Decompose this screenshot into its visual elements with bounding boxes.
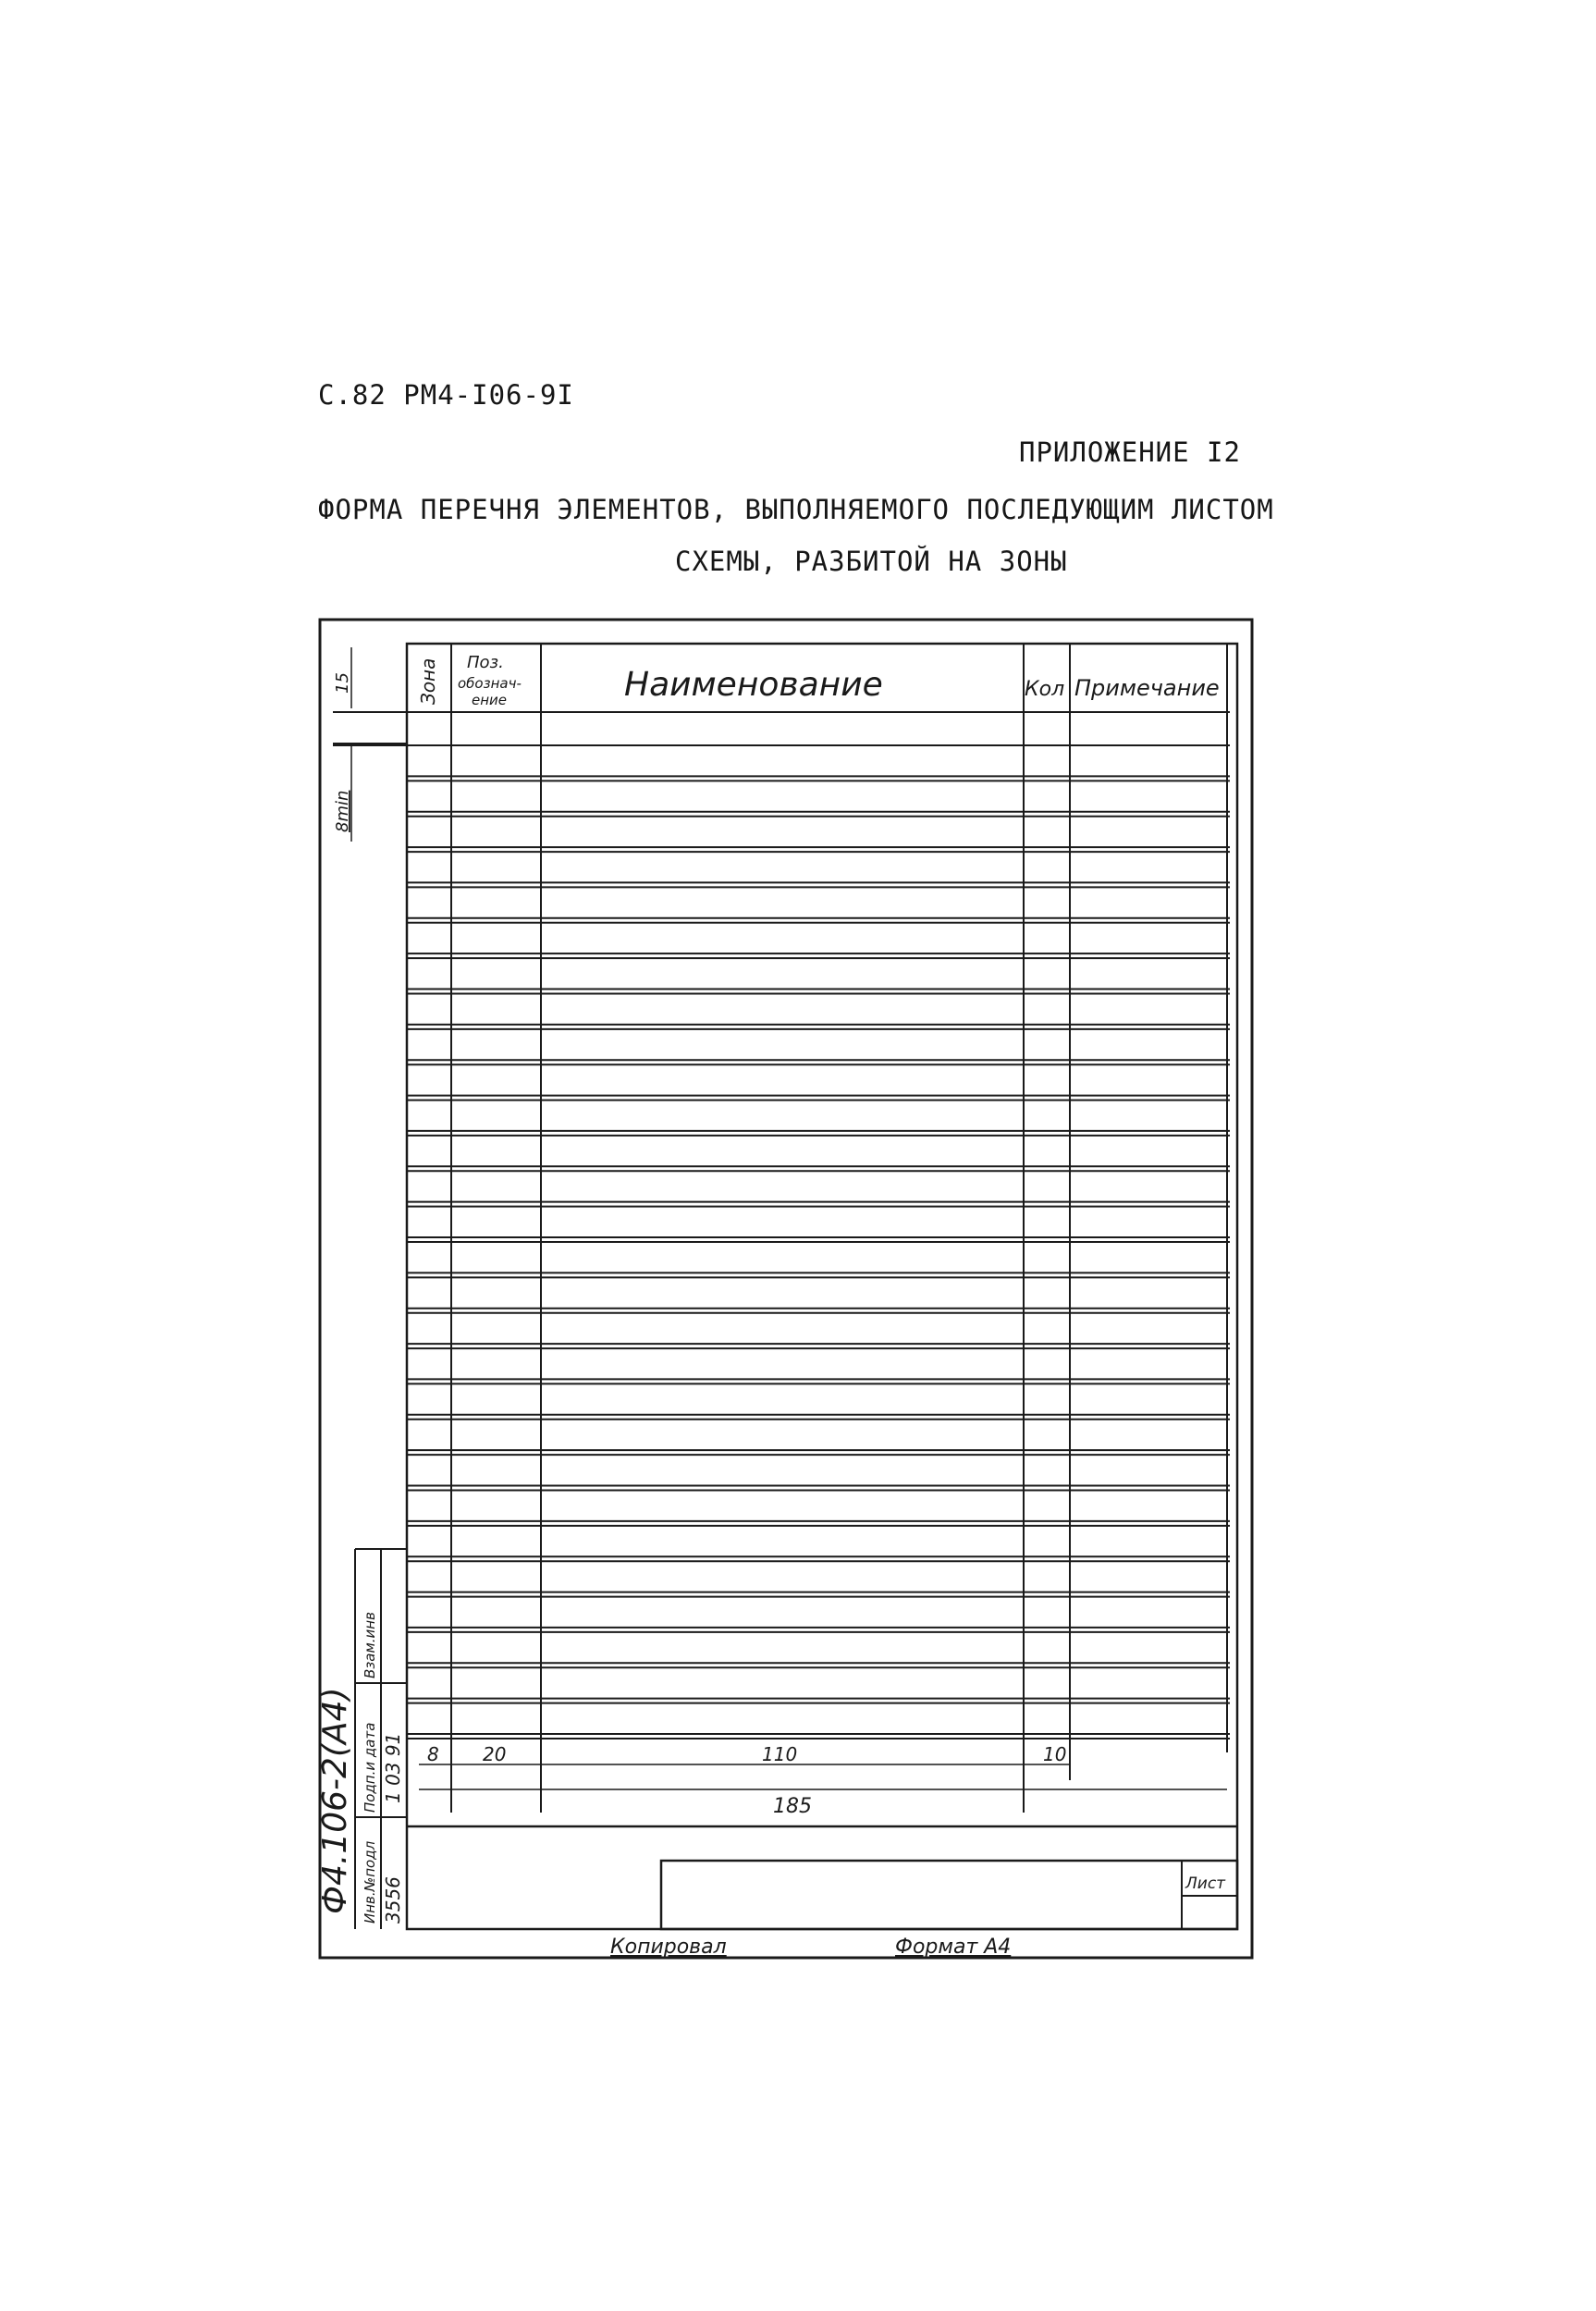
stamp-podp-value: 1 03 91 bbox=[382, 1732, 404, 1803]
dim-pos-width: 20 bbox=[483, 1743, 507, 1765]
title-block-box bbox=[661, 1861, 1237, 1929]
stamp-podp-data-label: Подп.и дата bbox=[362, 1722, 378, 1813]
appendix-label: ПРИЛОЖЕНИЕ І2 bbox=[1019, 436, 1241, 468]
form-inner-frame bbox=[407, 644, 1237, 1929]
dim-header-height: 15 bbox=[333, 672, 352, 694]
form-code: Ф4.106-2(А4) bbox=[316, 1687, 354, 1914]
stamp-inv-value: 3556 bbox=[382, 1876, 404, 1924]
title-line-1: ФОРМА ПЕРЕЧНЯ ЭЛЕМЕНТОВ, ВЫПОЛНЯЕМОГО ПОСЛЕДУЮЩИМ ЛИСТОМ bbox=[318, 494, 1274, 525]
dim-total-width: 185 bbox=[773, 1795, 812, 1818]
column-header-zone: Зона bbox=[417, 658, 439, 705]
dim-qty-width: 10 bbox=[1043, 1743, 1067, 1765]
footer-format: Формат А4 bbox=[895, 1936, 1012, 1959]
dim-row-height: 8min bbox=[333, 790, 352, 832]
header-lines bbox=[333, 712, 1230, 745]
column-header-pos-line3: ение bbox=[472, 692, 508, 708]
column-lines bbox=[451, 644, 1227, 1813]
column-header-pos-line1: Поз. bbox=[467, 653, 504, 672]
page-reference: С.82 РМ4-І06-9І bbox=[318, 379, 574, 411]
column-header-qty: Кол bbox=[1025, 678, 1065, 701]
dim-name-width: 110 bbox=[762, 1743, 798, 1765]
column-header-name: Наименование bbox=[624, 666, 883, 704]
footer-copied: Копировал bbox=[610, 1936, 727, 1959]
title-line-2: СХЕМЫ, РАЗБИТОЙ НА ЗОНЫ bbox=[675, 546, 1068, 577]
column-header-pos-line2: обознач- bbox=[458, 675, 522, 692]
column-header-note: Примечание bbox=[1074, 675, 1220, 701]
sheet-label: Лист bbox=[1185, 1875, 1226, 1893]
stamp-vzam-label: Взам.инв bbox=[362, 1612, 378, 1678]
row-lines bbox=[407, 776, 1230, 1739]
dim-zone-width: 8 bbox=[427, 1743, 439, 1765]
stamp-inv-label: Инв.№подл bbox=[362, 1840, 378, 1924]
